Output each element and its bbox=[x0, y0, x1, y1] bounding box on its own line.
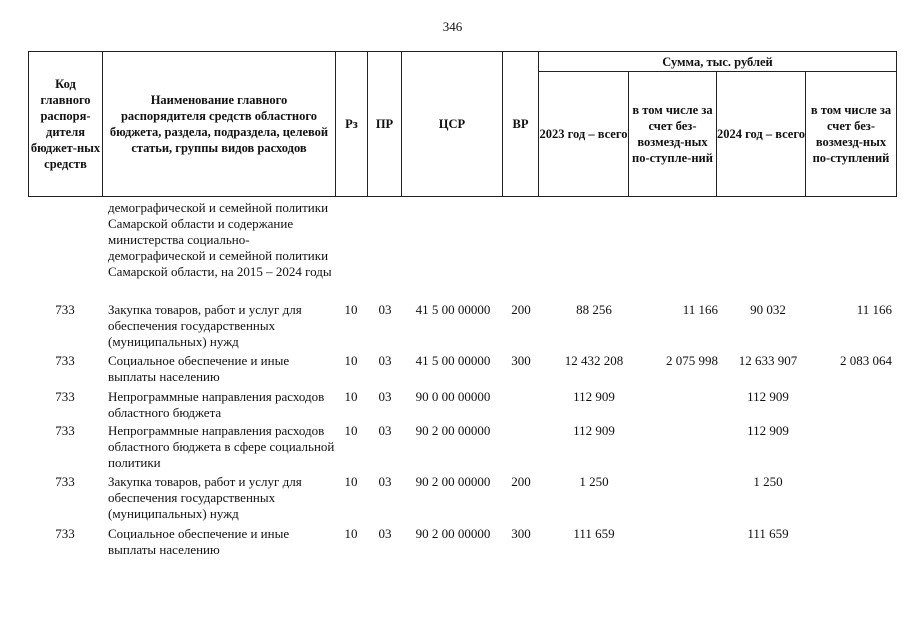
header-vr: ВР bbox=[512, 117, 529, 131]
row-2023-total: 112 909 bbox=[573, 423, 615, 438]
header-bottom-rule bbox=[28, 196, 897, 197]
row-csr: 90 2 00 00000 bbox=[415, 526, 491, 541]
row-pr: 03 bbox=[378, 353, 392, 368]
row-pr: 03 bbox=[378, 526, 392, 541]
row-rz: 10 bbox=[344, 423, 358, 438]
header-2024-free: в том числе за счет без-возмезд-ных по-ступлений bbox=[810, 103, 892, 165]
row-vr: 200 bbox=[511, 474, 531, 489]
row-name: Закупка товаров, работ и услуг для обеспечения государственных (муниципальных) нужд bbox=[108, 302, 302, 349]
row-2024-total: 112 909 bbox=[747, 423, 789, 438]
row-csr: 90 2 00 00000 bbox=[415, 423, 491, 438]
row-2024-total: 12 633 907 bbox=[738, 353, 798, 368]
header-name: Наименование главного распорядителя средств областного бюджета, раздела, подраздела, целевой статьи, группы видов расходов bbox=[109, 93, 329, 155]
row-rz: 10 bbox=[344, 353, 358, 368]
row-2024-total: 111 659 bbox=[747, 526, 789, 541]
row-2023-free: 11 166 bbox=[682, 302, 718, 317]
row-rz: 10 bbox=[344, 526, 358, 541]
row-code: 733 bbox=[55, 353, 75, 368]
row-2023-total: 112 909 bbox=[573, 389, 615, 404]
row-name: демографической и семейной политики Самарской области и содержание министерства социально-демографической и семейной политики Самарской области, на 2015 – 2024 годы bbox=[108, 200, 332, 279]
row-pr: 03 bbox=[378, 474, 392, 489]
row-2024-total: 112 909 bbox=[747, 389, 789, 404]
row-2023-total: 1 250 bbox=[579, 474, 609, 489]
header-csr: ЦСР bbox=[438, 117, 466, 131]
row-rz: 10 bbox=[344, 302, 358, 317]
header-2024-total: 2024 год – всего bbox=[717, 127, 805, 141]
row-name: Социальное обеспечение и иные выплаты населению bbox=[108, 526, 290, 557]
row-vr: 200 bbox=[511, 302, 531, 317]
header-code: Код главного распоря-дителя бюджет-ных средств bbox=[30, 77, 101, 171]
header-border bbox=[896, 51, 897, 197]
header-border bbox=[102, 51, 103, 197]
row-pr: 03 bbox=[378, 302, 392, 317]
row-rz: 10 bbox=[344, 389, 358, 404]
row-pr: 03 bbox=[378, 423, 392, 438]
page-number: 346 bbox=[442, 19, 463, 34]
row-csr: 90 2 00 00000 bbox=[415, 474, 491, 489]
row-2024-total: 90 032 bbox=[750, 302, 786, 317]
row-vr: 300 bbox=[511, 353, 531, 368]
row-name: Социальное обеспечение и иные выплаты населению bbox=[108, 353, 290, 384]
row-name: Непрограммные направления расходов областного бюджета bbox=[108, 389, 325, 420]
row-2024-total: 1 250 bbox=[753, 474, 783, 489]
header-2023-total: 2023 год – всего bbox=[539, 127, 628, 141]
row-code: 733 bbox=[55, 302, 75, 317]
row-pr: 03 bbox=[378, 389, 392, 404]
header-rz: Рз bbox=[345, 117, 358, 131]
header-pr: ПР bbox=[375, 117, 394, 131]
row-code: 733 bbox=[55, 389, 75, 404]
row-2023-total: 111 659 bbox=[573, 526, 615, 541]
row-csr: 90 0 00 00000 bbox=[415, 389, 491, 404]
row-name: Непрограммные направления расходов областного бюджета в сфере социальной политики bbox=[108, 423, 335, 470]
row-code: 733 bbox=[55, 474, 75, 489]
header-sum-group: Сумма, тыс. рублей bbox=[662, 54, 773, 69]
row-rz: 10 bbox=[344, 474, 358, 489]
row-code: 733 bbox=[55, 526, 75, 541]
table-header bbox=[28, 51, 897, 197]
row-csr: 41 5 00 00000 bbox=[415, 353, 491, 368]
row-2024-free: 2 083 064 bbox=[840, 353, 892, 368]
row-code: 733 bbox=[55, 423, 75, 438]
row-vr: 300 bbox=[511, 526, 531, 541]
row-2023-total: 12 432 208 bbox=[564, 353, 624, 368]
row-csr: 41 5 00 00000 bbox=[415, 302, 491, 317]
row-2023-total: 88 256 bbox=[576, 302, 612, 317]
row-name: Закупка товаров, работ и услуг для обеспечения государственных (муниципальных) нужд bbox=[108, 474, 302, 521]
row-2023-free: 2 075 998 bbox=[666, 353, 718, 368]
header-2023-free: в том числе за счет без-возмезд-ных по-ступле-ний bbox=[632, 103, 713, 165]
row-2024-free: 11 166 bbox=[856, 302, 892, 317]
